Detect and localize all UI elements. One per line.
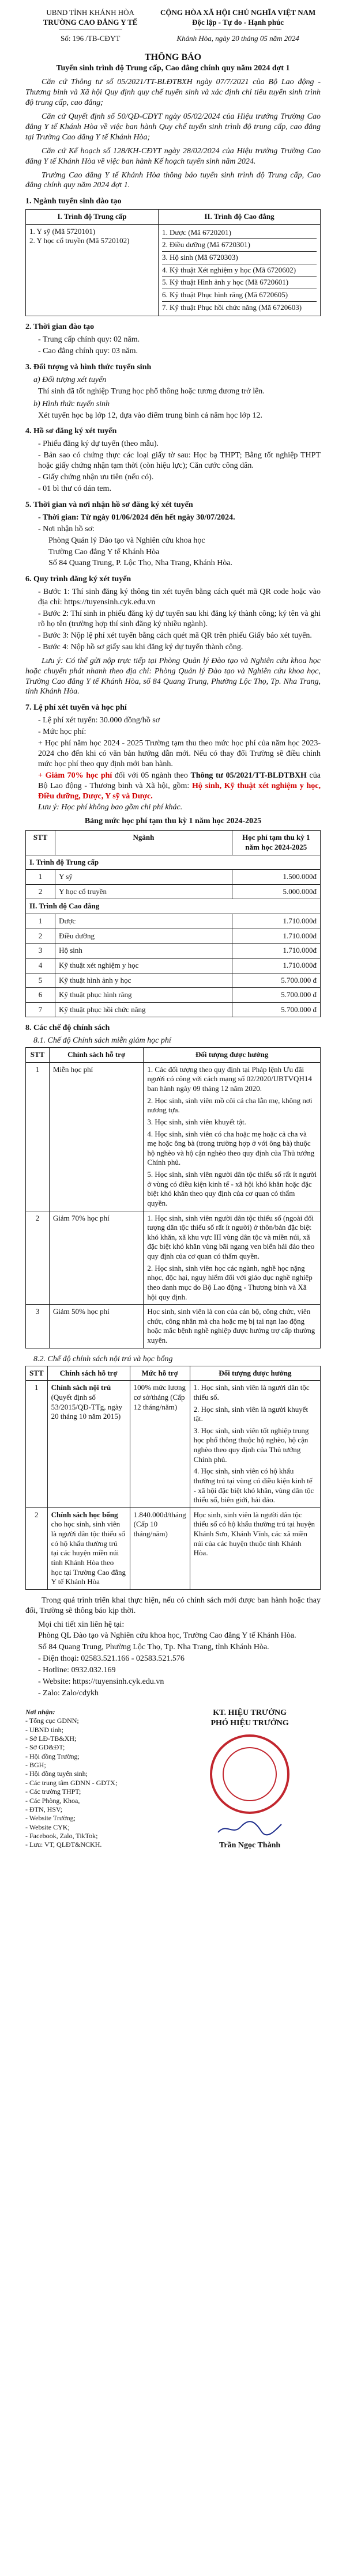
eligible-item: 5. Học sinh, sinh viên người dân tộc thiểu số rất ít người ở vùng có điều kiện kinh tế - xã hội khó khăn hoặc đặc biệt khó khăn theo quy định của cơ quan có thẩm quyền.: [147, 1170, 317, 1207]
eligibility-text: Thí sinh đã tốt nghiệp Trung học phổ thông hoặc tương đương trở lên.: [38, 387, 265, 396]
legal-basis-2: Căn cứ Quyết định số 50/QĐ-CĐYT ngày 05/02/2024 của Hiệu trưởng Trường Cao đẳng Y tế Khánh Hòa về việc ban hành Quy chế tuyển sinh trình độ trung cấp, cao đẳng tại Trường Cao đẳng Y tế Khánh Hòa;: [25, 112, 321, 142]
contact-department: Phòng QL Đào tạo và Nghiên cứu khoa học, Trường Cao đẳng Y tế Khánh Hòa.: [38, 1631, 296, 1641]
table-row: [26, 914, 321, 929]
tuition-major: Y sỹ: [55, 870, 232, 885]
tuition-stt: 4: [26, 958, 55, 973]
table-row: [26, 944, 321, 959]
exemption-eligible: [144, 1211, 321, 1305]
tuition-group-college: II. Trình độ Cao đẳng: [26, 899, 321, 914]
contact-address: Số 84 Quang Trung, Phường Lộc Thọ, Tp. Nha Trang, tỉnh Khánh Hòa.: [38, 1643, 269, 1652]
tuition-major: Kỹ thuật xét nghiệm y học: [55, 958, 232, 973]
support-col-stt: STT: [26, 1366, 48, 1381]
eligible-item: 4. Học sinh, sinh viên có hộ khẩu thường trú tại vùng có điều kiện kinh tế - xã hội đặc biệt khó khăn, vùng dân tộc thiểu số, biên giới, hải đảo.: [193, 1467, 314, 1505]
eligible-item: 1. Học sinh, sinh viên là người dân tộc thiểu số.: [193, 1383, 310, 1401]
support-policy-note: cho học sinh, sinh viên là người dân tộc thiểu số có hộ khẩu thường trú tại các huyện miền núi tỉnh Khánh Hòa theo học tại Trường Cao đẳng Y tế Khánh Hòa: [51, 1520, 126, 1586]
support-policy-title: Chính sách nội trú: [51, 1383, 111, 1392]
issue-date: Khánh Hòa, ngày 20 tháng 05 năm 2024: [176, 34, 299, 43]
major-item: 1. Y sỹ (Mã 5720101): [29, 226, 96, 236]
tuition-major: Dược: [55, 914, 232, 929]
tuition-col-fee: Học phí tạm thu kỳ 1 năm học 2024-2025: [232, 831, 320, 855]
table-row: [26, 1381, 321, 1508]
section-8-heading: 8. Các chế độ chính sách: [25, 1024, 110, 1033]
tuition-stt: 6: [26, 988, 55, 1003]
subsection-8-2-heading: 8.2. Chế độ chính sách nội trú và học bổng: [33, 1354, 173, 1363]
major-item: 6. Kỹ thuật Phục hình răng (Mã 6720605): [162, 289, 317, 302]
subsection-8-1-heading: 8.1. Chế độ Chính sách miễn giảm học phí: [33, 1036, 171, 1045]
tuition-table-title: Bảng mức học phí tạm thu kỳ 1 năm học 2024-2025: [84, 817, 262, 826]
eligible-item: 1. Học sinh, sinh viên người dân tộc thiểu số (ngoài đối tượng dân tộc thiểu số rất ít người) ở thôn/bản đặc biệt khó khăn, xã khu vực III vùng dân tộc và miền núi, xã đặc biệt khó khăn vùng bãi ngang ven biển hải đảo theo quy định của cơ quan có thẩm quyền.: [147, 1213, 315, 1261]
tuition-exemption-table: [25, 1047, 321, 1348]
eligible-item: Học sinh, sinh viên là con của cán bộ, công chức, viên chức, công nhân mà cha hoặc mẹ bị tai nạn lao động hoặc mắc bệnh nghề nghiệp được hưởng trợ cấp thường xuyên.: [147, 1307, 315, 1345]
tuition-fee: 5.700.000 đ: [232, 973, 320, 988]
majors-header-intermediate: I. Trình độ Trung cấp: [26, 210, 159, 225]
seal-inner-ring: [223, 1747, 277, 1801]
tuition-stt: 3: [26, 944, 55, 959]
recipient-item: - Các trường THPT;: [25, 1787, 81, 1796]
recipient-item: - Hội đồng Trường;: [25, 1752, 80, 1760]
tuition-fee: 1.710.000đ: [232, 958, 320, 973]
support-eligible: [190, 1507, 320, 1589]
table-row: [26, 870, 321, 885]
parent-organization: UBND TỈNH KHÁNH HÒA: [46, 8, 134, 17]
major-item: 3. Hộ sinh (Mã 6720303): [162, 252, 317, 264]
support-stt: 1: [26, 1381, 48, 1508]
recipient-item: - Lưu: VT, QLĐT&NCKH.: [25, 1840, 102, 1849]
national-motto: Độc lập - Tự do - Hạnh phúc: [192, 17, 284, 26]
recipient-item: - Sở GD&ĐT;: [25, 1743, 65, 1752]
table-row: [26, 1305, 321, 1348]
application-fee: - Lệ phí xét tuyển: 30.000 đồng/hồ sơ: [38, 716, 160, 725]
major-item: 1. Dược (Mã 6720201): [162, 227, 317, 240]
eligible-item: 4. Học sinh, sinh viên có cha hoặc mẹ hoặc cả cha và mẹ hoặc ông bà (trong trường hợp ở với ông bà) thuộc hộ nghèo và hộ cận nghèo theo quy định của Thủ tướng Chính phủ.: [147, 1129, 315, 1167]
signer-title: PHÓ HIỆU TRƯỞNG: [210, 1718, 289, 1728]
recipient-item: - Các Phòng, Khoa,: [25, 1796, 80, 1805]
tuition-table: [25, 830, 321, 1017]
recipient-item: - Sở LĐ-TB&XH;: [25, 1734, 77, 1742]
eligible-item: 1. Các đối tượng theo quy định tại Pháp lệnh Ưu đãi người có công với cách mạng số 02/2020/UBTVQH14 ban hành ngày 09 tháng 12 năm 2020.: [147, 1065, 312, 1093]
majors-intermediate-cell: [26, 224, 159, 316]
signature-area: [25, 1708, 321, 1851]
dossier-item: - Phiếu đăng ký dự tuyển (theo mẫu).: [38, 440, 159, 449]
exemption-col-policy: Chính sách hỗ trợ: [49, 1048, 144, 1063]
training-duration-item: - Trung cấp chính quy: 02 năm.: [38, 335, 140, 344]
school-name: TRƯỜNG CAO ĐẲNG Y TẾ: [43, 17, 138, 26]
support-level: 1.840.000đ/tháng (Cấp 10 tháng/năm): [130, 1507, 190, 1589]
support-col-eligible: Đối tượng được hưởng: [190, 1366, 320, 1381]
nation-name: CỘNG HÒA XÃ HỘI CHỦ NGHĨA VIỆT NAM: [160, 8, 316, 17]
recipients-list: [25, 1708, 167, 1851]
major-item: 2. Y học cổ truyền (Mã 5720102): [29, 236, 130, 245]
boarding-scholarship-table: [25, 1366, 321, 1590]
table-row: [26, 958, 321, 973]
document-number: Số: 196 /TB-CĐYT: [60, 34, 121, 43]
document-page: [13, 0, 333, 1851]
tuition-reduction-text: đối với 05 ngành theo: [112, 771, 191, 780]
tuition-stt: 1: [26, 870, 55, 885]
procedure-step-2: - Bước 2: Thí sinh in phiếu đăng ký dự tuyển sau khi đăng ký thành công; ký tên và ghi rõ họ tên (trường hợp thí sinh đăng ký nhiều ngành).: [38, 609, 321, 628]
tuition-major: Kỹ thuật hình ảnh y học: [55, 973, 232, 988]
majors-header-college: II. Trình độ Cao đẳng: [158, 210, 320, 225]
tuition-fee: 1.710.000đ: [232, 944, 320, 959]
exemption-stt: 2: [26, 1211, 50, 1305]
admission-method-text: Xét tuyển học bạ lớp 12, dựa vào điểm trung bình cả năm học lớp 12.: [38, 411, 263, 420]
major-item: 4. Kỹ thuật Xét nghiệm y học (Mã 6720602): [162, 264, 317, 277]
procedure-step-1: - Bước 1: Thí sinh đăng ký thông tin xét tuyển bằng cách quét mã QR code hoặc vào địa chỉ: https://tuyensinh.cyk.edu.vn: [38, 588, 321, 607]
tuition-stt: 7: [26, 1002, 55, 1017]
tuition-fee: 5.000.000đ: [232, 884, 320, 899]
tuition-stt: 2: [26, 929, 55, 944]
exemption-stt: 3: [26, 1305, 50, 1348]
table-row: [26, 973, 321, 988]
legal-basis-3: Căn cứ Kế hoạch số 128/KH-CĐYT ngày 28/02/2024 của Hiệu trưởng Trường Cao đẳng Y tế Khánh Hòa về việc ban hành Kế hoạch tuyển sinh năm 2024.: [25, 146, 321, 166]
submission-note: Lưu ý: Có thể gửi nộp trực tiếp tại Phòng Quản lý Đào tạo và Nghiên cứu khoa học hoặc chuyển phát nhanh theo địa chỉ: Phòng Quản lý Đào tạo và Nghiên cứu khoa học, Trường Cao đẳng Y tế Khánh Hòa, số 84 Quang Trung, Phường Lộc Thọ, Tp. Nha Trang, tỉnh Khánh Hòa.: [25, 656, 321, 696]
tuition-reduction-highlight: + Giảm 70% học phí: [38, 771, 112, 780]
procedure-step-4: - Bước 4: Nộp hồ sơ giấy sau khi đăng ký dự tuyển thành công.: [38, 642, 243, 651]
closing-statement: Trong quá trình triển khai thực hiện, nếu có chính sách mới được ban hành hoặc thay đổi, Trường sẽ thông báo kịp thời.: [25, 1596, 321, 1615]
table-row: [26, 1211, 321, 1305]
exemption-eligible: [144, 1305, 321, 1348]
majors-table: [25, 209, 321, 316]
tuition-major: Kỹ thuật phục hình răng: [55, 988, 232, 1003]
support-policy-title: Chính sách học bổng: [51, 1510, 118, 1519]
eligible-item: 3. Học sinh, sinh viên khuyết tật.: [147, 1117, 246, 1126]
submission-period: - Thời gian: Từ ngày 01/06/2024 đến hết ngày 30/07/2024.: [38, 513, 235, 522]
tuition-fee: 1.500.000đ: [232, 870, 320, 885]
tuition-note-1: + Học phí năm học 2024 - 2025 Trường tạm thu theo mức học phí của năm học 2023-2024 cho đến khi có văn bản hướng dẫn mới. Nếu có thay đổi Trường sẽ điều chỉnh mức học phí theo quy định mới ban hành.: [38, 739, 321, 768]
training-duration-item: - Cao đẳng chính quy: 03 năm.: [38, 347, 138, 356]
exemption-eligible: [144, 1062, 321, 1211]
support-policy-note: (Quyết định số 53/2015/QĐ-TTg, ngày 20 tháng 10 năm 2015): [51, 1392, 123, 1421]
support-stt: 2: [26, 1507, 48, 1589]
submission-place-line: Phòng Quản lý Đào tạo và Nghiên cứu khoa học: [48, 536, 205, 545]
recipient-item: - BGH;: [25, 1761, 46, 1770]
table-row: [26, 1507, 321, 1589]
support-col-level: Mức hỗ trợ: [130, 1366, 190, 1381]
eligible-item: Học sinh, sinh viên là người dân tộc thiểu số có hộ khẩu thường trú tại huyện Khánh Sơn, Khánh Vĩnh, các xã miền núi của các huyện thuộc tỉnh Khánh Hòa.: [193, 1510, 315, 1558]
section-3-heading: 3. Đối tượng và hình thức tuyển sinh: [25, 362, 152, 372]
dossier-item: - Bản sao có chứng thực các loại giấy tờ sau: Học bạ THPT; Bằng tốt nghiệp THPT hoặc giấy chứng nhận tạm thời (còn hiệu lực); Căn cước công dân.: [38, 451, 321, 471]
notice-subtitle: Tuyển sinh trình độ Trung cấp, Cao đẳng chính quy năm 2024 đợt 1: [56, 64, 290, 73]
submission-place-label: - Nơi nhận hồ sơ:: [38, 524, 95, 533]
tuition-col-stt: STT: [26, 831, 55, 855]
eligible-item: 2. Học sinh, sinh viên là người khuyết tật.: [193, 1404, 309, 1423]
procedure-step-3: - Bước 3: Nộp lệ phí xét tuyển bằng cách quét mã QR trên phiếu Giấy báo xét tuyển.: [38, 631, 312, 640]
recipient-item: - UBND tỉnh;: [25, 1725, 63, 1734]
exemption-policy: Giảm 50% học phí: [49, 1305, 144, 1348]
tuition-major: Y học cổ truyền: [55, 884, 232, 899]
tuition-col-major: Ngành: [55, 831, 232, 855]
support-level: 100% mức lương cơ sở/tháng (Cấp 12 tháng/năm): [130, 1381, 190, 1508]
tuition-reduction-text-2: của Bộ Lao động - Thương binh và Xã hội, gồm:: [38, 771, 321, 790]
major-item: 2. Điều dưỡng (Mã 6720301): [162, 239, 317, 252]
contact-intro: Mọi chi tiết xin liên hệ tại:: [38, 1620, 125, 1629]
eligible-item: 2. Học sinh, sinh viên học các ngành, nghề học nặng nhọc, độc hại, nguy hiểm đối với giáo dục nghề nghiệp theo danh mục do Bộ Lao động - Thương binh và Xã hội quy định.: [147, 1263, 313, 1301]
handwritten-signature: [215, 1820, 284, 1837]
table-row: [26, 929, 321, 944]
submission-place-line: Trường Cao đẳng Y tế Khánh Hòa: [48, 547, 160, 556]
major-item: 7. Kỹ thuật Phục hồi chức năng (Mã 6720603): [161, 302, 302, 312]
contact-phone: - Điện thoại: 02583.521.166 - 02583.521.576: [38, 1654, 185, 1664]
major-item: 5. Kỹ thuật Hình ảnh y học (Mã 6720601): [162, 276, 317, 289]
section-1-heading: 1. Ngành tuyển sinh dào tạo: [25, 197, 122, 206]
recipient-item: - Facebook, Zalo, TikTok;: [25, 1831, 98, 1840]
legal-basis-1: Căn cứ Thông tư số 05/2021/TT-BLĐTBXH ngày 07/7/2021 của Bộ Lao động - Thương binh và Xã hội Quy định quy chế tuyển sinh và xác định chỉ tiêu tuyển sinh trình độ trung cấp, cao đẳng;: [25, 78, 321, 108]
section-6-heading: 6. Quy trình đăng ký xét tuyển: [25, 575, 131, 584]
support-col-policy: Chính sách hỗ trợ: [47, 1366, 130, 1381]
signer-role: KT. HIỆU TRƯỞNG: [213, 1708, 287, 1717]
table-row: [26, 884, 321, 899]
admission-method-subheading: b) Hình thức tuyển sinh: [33, 399, 110, 408]
support-policy: [47, 1507, 130, 1589]
support-policy: [47, 1381, 130, 1508]
section-7-heading: 7. Lệ phí xét tuyển và học phí: [25, 703, 127, 713]
section-4-heading: 4. Hồ sơ đăng ký xét tuyển: [25, 427, 117, 436]
exemption-col-eligible: Đối tượng được hưởng: [144, 1048, 321, 1063]
document-title: [25, 52, 321, 74]
tuition-reduction-majors: Hộ sinh, Kỹ thuật xét nghiệm y học, Điều dưỡng, Dược, Y sỹ và Dược.: [38, 781, 321, 801]
table-row: [26, 988, 321, 1003]
tuition-group-intermediate: I. Trình độ Trung cấp: [26, 855, 321, 870]
contact-website: - Website: https://tuyensinh.cyk.edu.vn: [38, 1677, 164, 1687]
national-heading: [155, 8, 321, 44]
tuition-reduction-note: [38, 771, 321, 802]
tuition-caveat: Lưu ý: Học phí không bao gồm chi phí khác.: [38, 803, 183, 812]
section-2-heading: 2. Thời gian đào tạo: [25, 323, 95, 332]
issuing-organization: [25, 8, 155, 44]
exemption-policy: Miễn học phí: [49, 1062, 144, 1211]
recipient-item: - Website CYK;: [25, 1823, 70, 1831]
recipient-item: - ĐTN, HSV;: [25, 1805, 63, 1813]
tuition-stt: 2: [26, 884, 55, 899]
document-header: [25, 8, 321, 44]
section-5-heading: 5. Thời gian và nơi nhận hồ sơ đăng ký xét tuyển: [25, 500, 193, 509]
tuition-stt: 5: [26, 973, 55, 988]
announcement-statement: Trường Cao đẳng Y tế Khánh Hòa thông báo tuyển sinh trình độ Trung cấp, Cao đẳng chính quy năm 2024 đợt 1.: [25, 171, 321, 190]
contact-zalo: - Zalo: Zalo/cdykh: [38, 1689, 99, 1698]
tuition-fee: 5.700.000 đ: [232, 988, 320, 1003]
tuition-major: Kỹ thuật phục hồi chức năng: [55, 1002, 232, 1017]
majors-college-cell: [158, 224, 320, 316]
tuition-fee: 5.700.000 đ: [232, 1002, 320, 1017]
tuition-major: Hộ sinh: [55, 944, 232, 959]
eligible-item: 2. Học sinh, sinh viên mồ côi cả cha lẫn mẹ, không nơi nương tựa.: [147, 1096, 313, 1115]
eligible-item: 3. Học sinh, sinh viên tốt nghiệp trung học phổ thông thuộc hộ nghèo, hộ cận nghèo theo quy định của Thủ tướng Chính phủ.: [193, 1426, 309, 1464]
tuition-fee: 1.710.000đ: [232, 929, 320, 944]
dossier-item: - 01 bì thư có dán tem.: [38, 484, 111, 493]
tuition-reduction-reference: Thông tư 05/2021/TT-BLĐTBXH: [190, 771, 307, 780]
dossier-item: - Giấy chứng nhận ưu tiên (nếu có).: [38, 473, 154, 482]
table-row: [26, 1062, 321, 1211]
contact-hotline: - Hotline: 0932.032.169: [38, 1666, 116, 1675]
recipient-item: - Hội đồng tuyển sinh;: [25, 1770, 88, 1778]
signature-block: [179, 1708, 321, 1851]
signer-name: Trần Ngọc Thành: [219, 1840, 281, 1850]
tuition-label: - Mức học phí:: [38, 728, 86, 737]
recipient-item: - Tổng cục GDNN;: [25, 1717, 79, 1725]
notice-title: THÔNG BÁO: [144, 52, 202, 62]
support-eligible: [190, 1381, 320, 1508]
tuition-major: Điều dưỡng: [55, 929, 232, 944]
eligibility-subheading: a) Đối tượng xét tuyển: [33, 375, 107, 384]
official-seal: [210, 1734, 289, 1814]
recipients-heading: Nơi nhận:: [25, 1707, 55, 1716]
exemption-col-stt: STT: [26, 1048, 50, 1063]
recipient-item: - Các trung tâm GDNN - GDTX;: [25, 1778, 118, 1787]
table-row: [26, 1002, 321, 1017]
tuition-stt: 1: [26, 914, 55, 929]
tuition-fee: 1.710.000đ: [232, 914, 320, 929]
exemption-policy: Giảm 70% học phí: [49, 1211, 144, 1305]
exemption-stt: 1: [26, 1062, 50, 1211]
submission-place-line: Số 84 Quang Trung, P. Lộc Thọ, Nha Trang, Khánh Hòa.: [48, 559, 233, 568]
recipient-item: - Website Trường;: [25, 1814, 76, 1823]
